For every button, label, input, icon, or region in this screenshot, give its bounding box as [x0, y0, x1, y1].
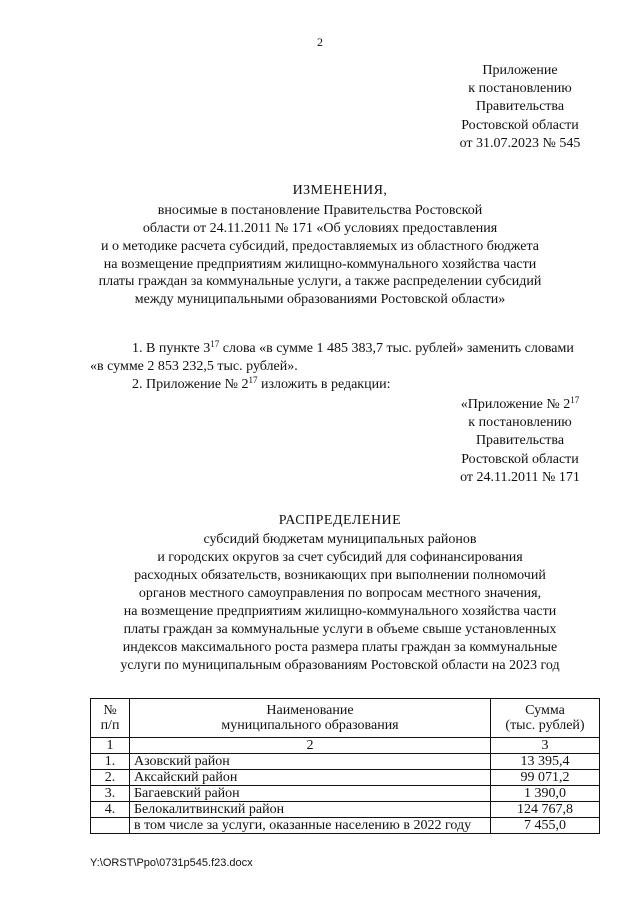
- table-row: [91, 770, 600, 786]
- row-name: Аксайский район: [130, 770, 491, 786]
- header-sum-line: (тыс. рублей): [505, 718, 585, 733]
- paragraph-2: [132, 377, 390, 393]
- appendix-2-line: от 24.11.2011 № 171: [460, 469, 580, 485]
- header-name-line: муниципального образования: [221, 718, 399, 733]
- page-number: 2: [317, 35, 323, 49]
- appendix-2-header: [440, 396, 600, 487]
- paragraph-1-rest: слова «в сумме 1 485 383,7 тыс. рублей» заменить словами: [219, 341, 574, 356]
- changes-line: между муниципальными образованиями Ростовской области»: [134, 292, 506, 307]
- column-number: 3: [491, 738, 600, 754]
- header-number-line: №: [103, 703, 117, 718]
- row-number: 4.: [91, 802, 130, 818]
- paragraph-2-rest: изложить в редакции:: [257, 377, 391, 392]
- header-sum: [491, 699, 600, 738]
- row-number: 3.: [91, 786, 130, 802]
- changes-line: и о методике расчета субсидий, предоставляемых из областного бюджета: [100, 239, 540, 254]
- distribution-line: органов местного самоуправления по вопросам местного значения,: [138, 586, 542, 601]
- appendix-line: от 31.07.2023 № 545: [459, 135, 581, 151]
- changes-line: на возмещение предприятиям жилищно-коммунального хозяйства части: [103, 257, 537, 272]
- table-header-row: [91, 699, 600, 738]
- column-number: 2: [130, 738, 491, 754]
- appendix-line: Правительства: [475, 99, 565, 115]
- file-path-footer: Y:\ORST\Ppo\0731p545.f23.docx: [90, 857, 253, 869]
- changes-title: ИЗМЕНЕНИЯ,: [292, 183, 388, 198]
- distribution-line: расходных обязательств, возникающих при выполнении полномочий: [134, 568, 546, 583]
- header-name-line: Наименование: [266, 703, 354, 718]
- header-sum-line: Сумма: [525, 703, 565, 718]
- distribution-table: [90, 698, 600, 834]
- changes-line: платы граждан за коммунальные услуги, а также распределении субсидий: [98, 274, 542, 289]
- paragraph-2-superscript: 17: [248, 375, 258, 385]
- distribution-title: РАСПРЕДЕЛЕНИЕ: [278, 513, 402, 528]
- header-number-line: п/п: [100, 718, 120, 733]
- appendix-line: Ростовской области: [461, 117, 579, 133]
- appendix-2-line: Ростовской области: [461, 451, 579, 467]
- distribution-line: субсидий бюджетам муниципальных районов: [203, 532, 477, 547]
- appendix-2-line: [440, 396, 600, 414]
- row-name: Багаевский район: [130, 786, 491, 802]
- appendix-line: Приложение: [482, 63, 558, 78]
- distribution-line: на возмещение предприятиям жилищно-коммунального хозяйства части: [123, 604, 557, 619]
- row-number: [91, 818, 130, 834]
- appendix-line: к постановлению: [468, 81, 572, 97]
- distribution-line: платы граждан за коммунальные услуги в объеме свыше установленных: [123, 622, 557, 637]
- table-row: [91, 818, 600, 834]
- changes-line: вносимые в постановление Правительства Ростовской: [157, 203, 483, 218]
- row-sum: 124 767,8: [491, 802, 600, 818]
- row-sum: 7 455,0: [491, 818, 600, 834]
- paragraph-1-superscript: 17: [210, 339, 220, 349]
- paragraph-1-line2: «в сумме 2 853 232,5 тыс. рублей».: [90, 359, 298, 374]
- distribution-line: и городских округов за счет субсидий для софинансирования: [157, 550, 523, 565]
- appendix-header: [440, 62, 600, 153]
- table-row: [91, 802, 600, 818]
- appendix-2-line: к постановлению: [468, 415, 572, 431]
- header-name: [130, 699, 491, 738]
- table-row: [91, 754, 600, 770]
- row-sum: 1 390,0: [491, 786, 600, 802]
- row-sum: 13 395,4: [491, 754, 600, 770]
- appendix-2-prefix: «Приложение № 2: [460, 397, 571, 412]
- paragraph-2-prefix: 2. Приложение № 2: [132, 377, 249, 392]
- row-name: в том числе за услуги, оказанные населению в 2022 году: [130, 818, 491, 834]
- table-column-numbers-row: [91, 738, 600, 754]
- row-name: Белокалитвинский район: [130, 802, 491, 818]
- table-row: [91, 786, 600, 802]
- paragraph-1: [132, 341, 574, 357]
- distribution-line: индексов максимального роста размера платы граждан за коммунальные: [122, 640, 558, 655]
- row-number: 2.: [91, 770, 130, 786]
- distribution-line: услуги по муниципальным образованиям Ростовской области на 2023 год: [120, 658, 560, 673]
- row-name: Азовский район: [130, 754, 491, 770]
- paragraph-1-prefix: 1. В пункте 3: [132, 341, 211, 356]
- appendix-2-superscript: 17: [570, 395, 580, 405]
- changes-line: области от 24.11.2011 № 171 «Об условиях предоставления: [142, 221, 498, 236]
- appendix-2-line: Правительства: [475, 433, 565, 449]
- header-number: [91, 699, 130, 738]
- column-number: 1: [91, 738, 130, 754]
- row-number: 1.: [91, 754, 130, 770]
- row-sum: 99 071,2: [491, 770, 600, 786]
